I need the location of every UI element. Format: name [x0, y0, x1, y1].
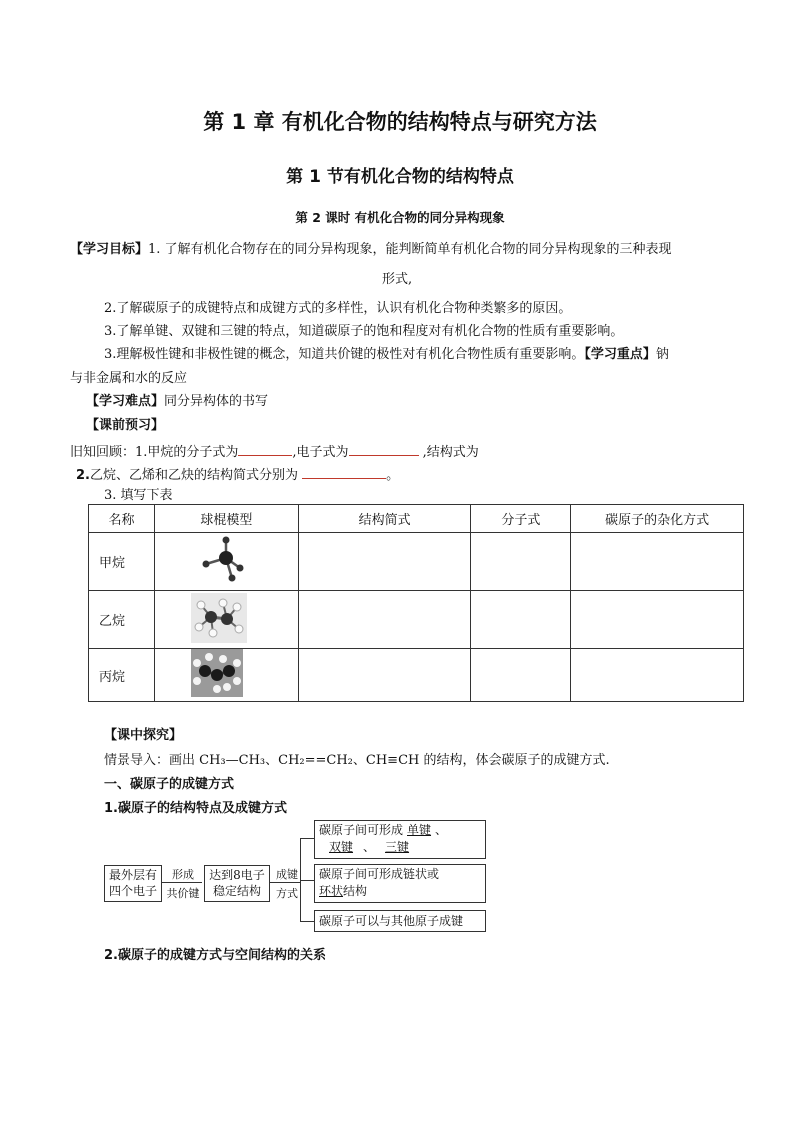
header-name: 名称: [89, 505, 155, 533]
table-header: [89, 505, 744, 533]
chapter-title: 第 1 章 有机化合物的结构特点与研究方法: [203, 110, 597, 134]
row-name-propane: 丙烷: [89, 649, 155, 702]
single-bond-answer: 单键: [407, 823, 432, 837]
key-text-1: 钠: [655, 347, 669, 362]
separator: 、: [363, 840, 376, 854]
difficulty-label: 【学习难点】: [86, 394, 165, 409]
methane-ball-stick-icon: [196, 534, 256, 586]
header-formula: 分子式: [471, 505, 571, 533]
arrow-form-label: 形成: [172, 868, 194, 881]
preview-q3: 3. 填写下表: [104, 488, 173, 503]
key-text-2: 与非金属和水的反应: [70, 371, 188, 386]
header-model: 球棍模型: [154, 505, 298, 533]
q1-text-a: 旧知回顾：1.甲烷的分子式为: [70, 445, 239, 460]
difficulty: [86, 390, 268, 409]
row-name-ethane: 乙烷: [89, 591, 155, 649]
q1-text-c: ,结构式为: [418, 445, 479, 460]
goals-label: 【学习目标】: [70, 242, 149, 257]
bracket-middle: [300, 880, 314, 881]
heading-structure: 1.碳原子的结构特点及成键方式: [104, 801, 287, 816]
separator: 、: [435, 823, 448, 837]
q2-text: 乙烷、乙烯和乙炔的结构简式分别为: [89, 468, 303, 483]
blank-electron[interactable]: [349, 443, 419, 456]
difficulty-text: 同分异构体的书写: [164, 394, 269, 409]
diagram-box-outer-electrons: 最外层有四个电子: [104, 865, 162, 902]
q2-number: 2.: [76, 468, 90, 483]
goal-4-text: 3.理解极性键和非极性键的概念，知道共价键的极性对有机化合物性质有重要影响。: [104, 347, 585, 362]
diagram-box-chain-ring: [314, 864, 486, 903]
structure-text: 结构: [343, 884, 368, 898]
bracket-top: [300, 838, 314, 839]
arrow-line-1: [162, 882, 202, 883]
diagram-box-bond-types: [314, 820, 486, 859]
cell-empty[interactable]: [471, 591, 571, 649]
methane-model-image: [154, 533, 298, 591]
cell-empty[interactable]: [298, 649, 471, 702]
cell-empty[interactable]: [471, 533, 571, 591]
goal-1-cont: 形式,: [382, 272, 413, 287]
cell-empty[interactable]: [471, 649, 571, 702]
goal-4: [104, 343, 669, 362]
explore-intro: 情景导入：画出 CH₃—CH₃、CH₂==CH₂、CH≡CH 的结构，体会碳原子的成键方式.: [104, 753, 610, 768]
key-label: 【学习重点】: [584, 347, 656, 362]
ethane-ball-stick-icon: [191, 593, 247, 643]
ethane-model-image: [154, 591, 298, 649]
preview-label: 【课前预习】: [86, 418, 165, 433]
bond-types-text: 碳原子间可形成: [319, 823, 404, 837]
arrow-bond-label: 成键: [276, 868, 298, 881]
bracket-bottom: [300, 921, 314, 922]
explore-label: 【课中探究】: [104, 728, 183, 743]
triple-bond-answer: 三键: [385, 840, 410, 854]
propane-ball-stick-icon: [191, 649, 243, 697]
goal-1-text: 1. 了解有机化合物存在的同分异构现象，能判断简单有机化合物的同分异构现象的三种表现: [148, 242, 672, 257]
preview-q2: [76, 464, 399, 483]
cell-empty[interactable]: [571, 649, 744, 702]
table-row: [89, 533, 744, 591]
q2-end: 。: [386, 468, 400, 483]
arrow-covalent-label: 共价键: [166, 887, 200, 900]
cell-empty[interactable]: [298, 533, 471, 591]
lesson-title: 第 2 课时 有机化合物的同分异构现象: [295, 210, 505, 225]
ring-answer: 环状: [319, 884, 344, 898]
cell-empty[interactable]: [571, 533, 744, 591]
blank-formula[interactable]: [238, 443, 292, 456]
diagram-box-other-atoms: 碳原子可以与其他原子成键: [314, 910, 486, 932]
table-row: [89, 649, 744, 702]
preview-q1: [70, 441, 479, 460]
heading-bonding: 一、碳原子的成键方式: [104, 777, 235, 792]
diagram-box-eight-electrons: 达到8电子稳定结构: [204, 865, 270, 902]
goal-3: 3.了解单键、双键和三键的特点，知道碳原子的饱和程度对有机化合物的性质有重要影响。: [104, 324, 624, 339]
header-structure: 结构简式: [298, 505, 471, 533]
q1-text-b: ,电子式为: [292, 445, 349, 460]
molecule-table: [88, 504, 744, 702]
arrow-line-2: [270, 882, 300, 883]
cell-empty[interactable]: [298, 591, 471, 649]
arrow-method-label: 方式: [276, 887, 298, 900]
row-name-methane: 甲烷: [89, 533, 155, 591]
header-hybrid: 碳原子的杂化方式: [571, 505, 744, 533]
chain-ring-text: 碳原子间可形成链状或: [319, 867, 440, 881]
cell-empty[interactable]: [571, 591, 744, 649]
goal-2: 2.了解碳原子的成键特点和成键方式的多样性，认识有机化合物种类繁多的原因。: [104, 301, 572, 316]
double-bond-answer: 双键: [329, 840, 354, 854]
goal-1: [70, 238, 672, 257]
section-title: 第 1 节有机化合物的结构特点: [286, 167, 514, 187]
table-row: [89, 591, 744, 649]
heading-spatial: 2.碳原子的成键方式与空间结构的关系: [104, 948, 326, 963]
propane-model-image: [154, 649, 298, 702]
blank-structures[interactable]: [302, 466, 386, 479]
